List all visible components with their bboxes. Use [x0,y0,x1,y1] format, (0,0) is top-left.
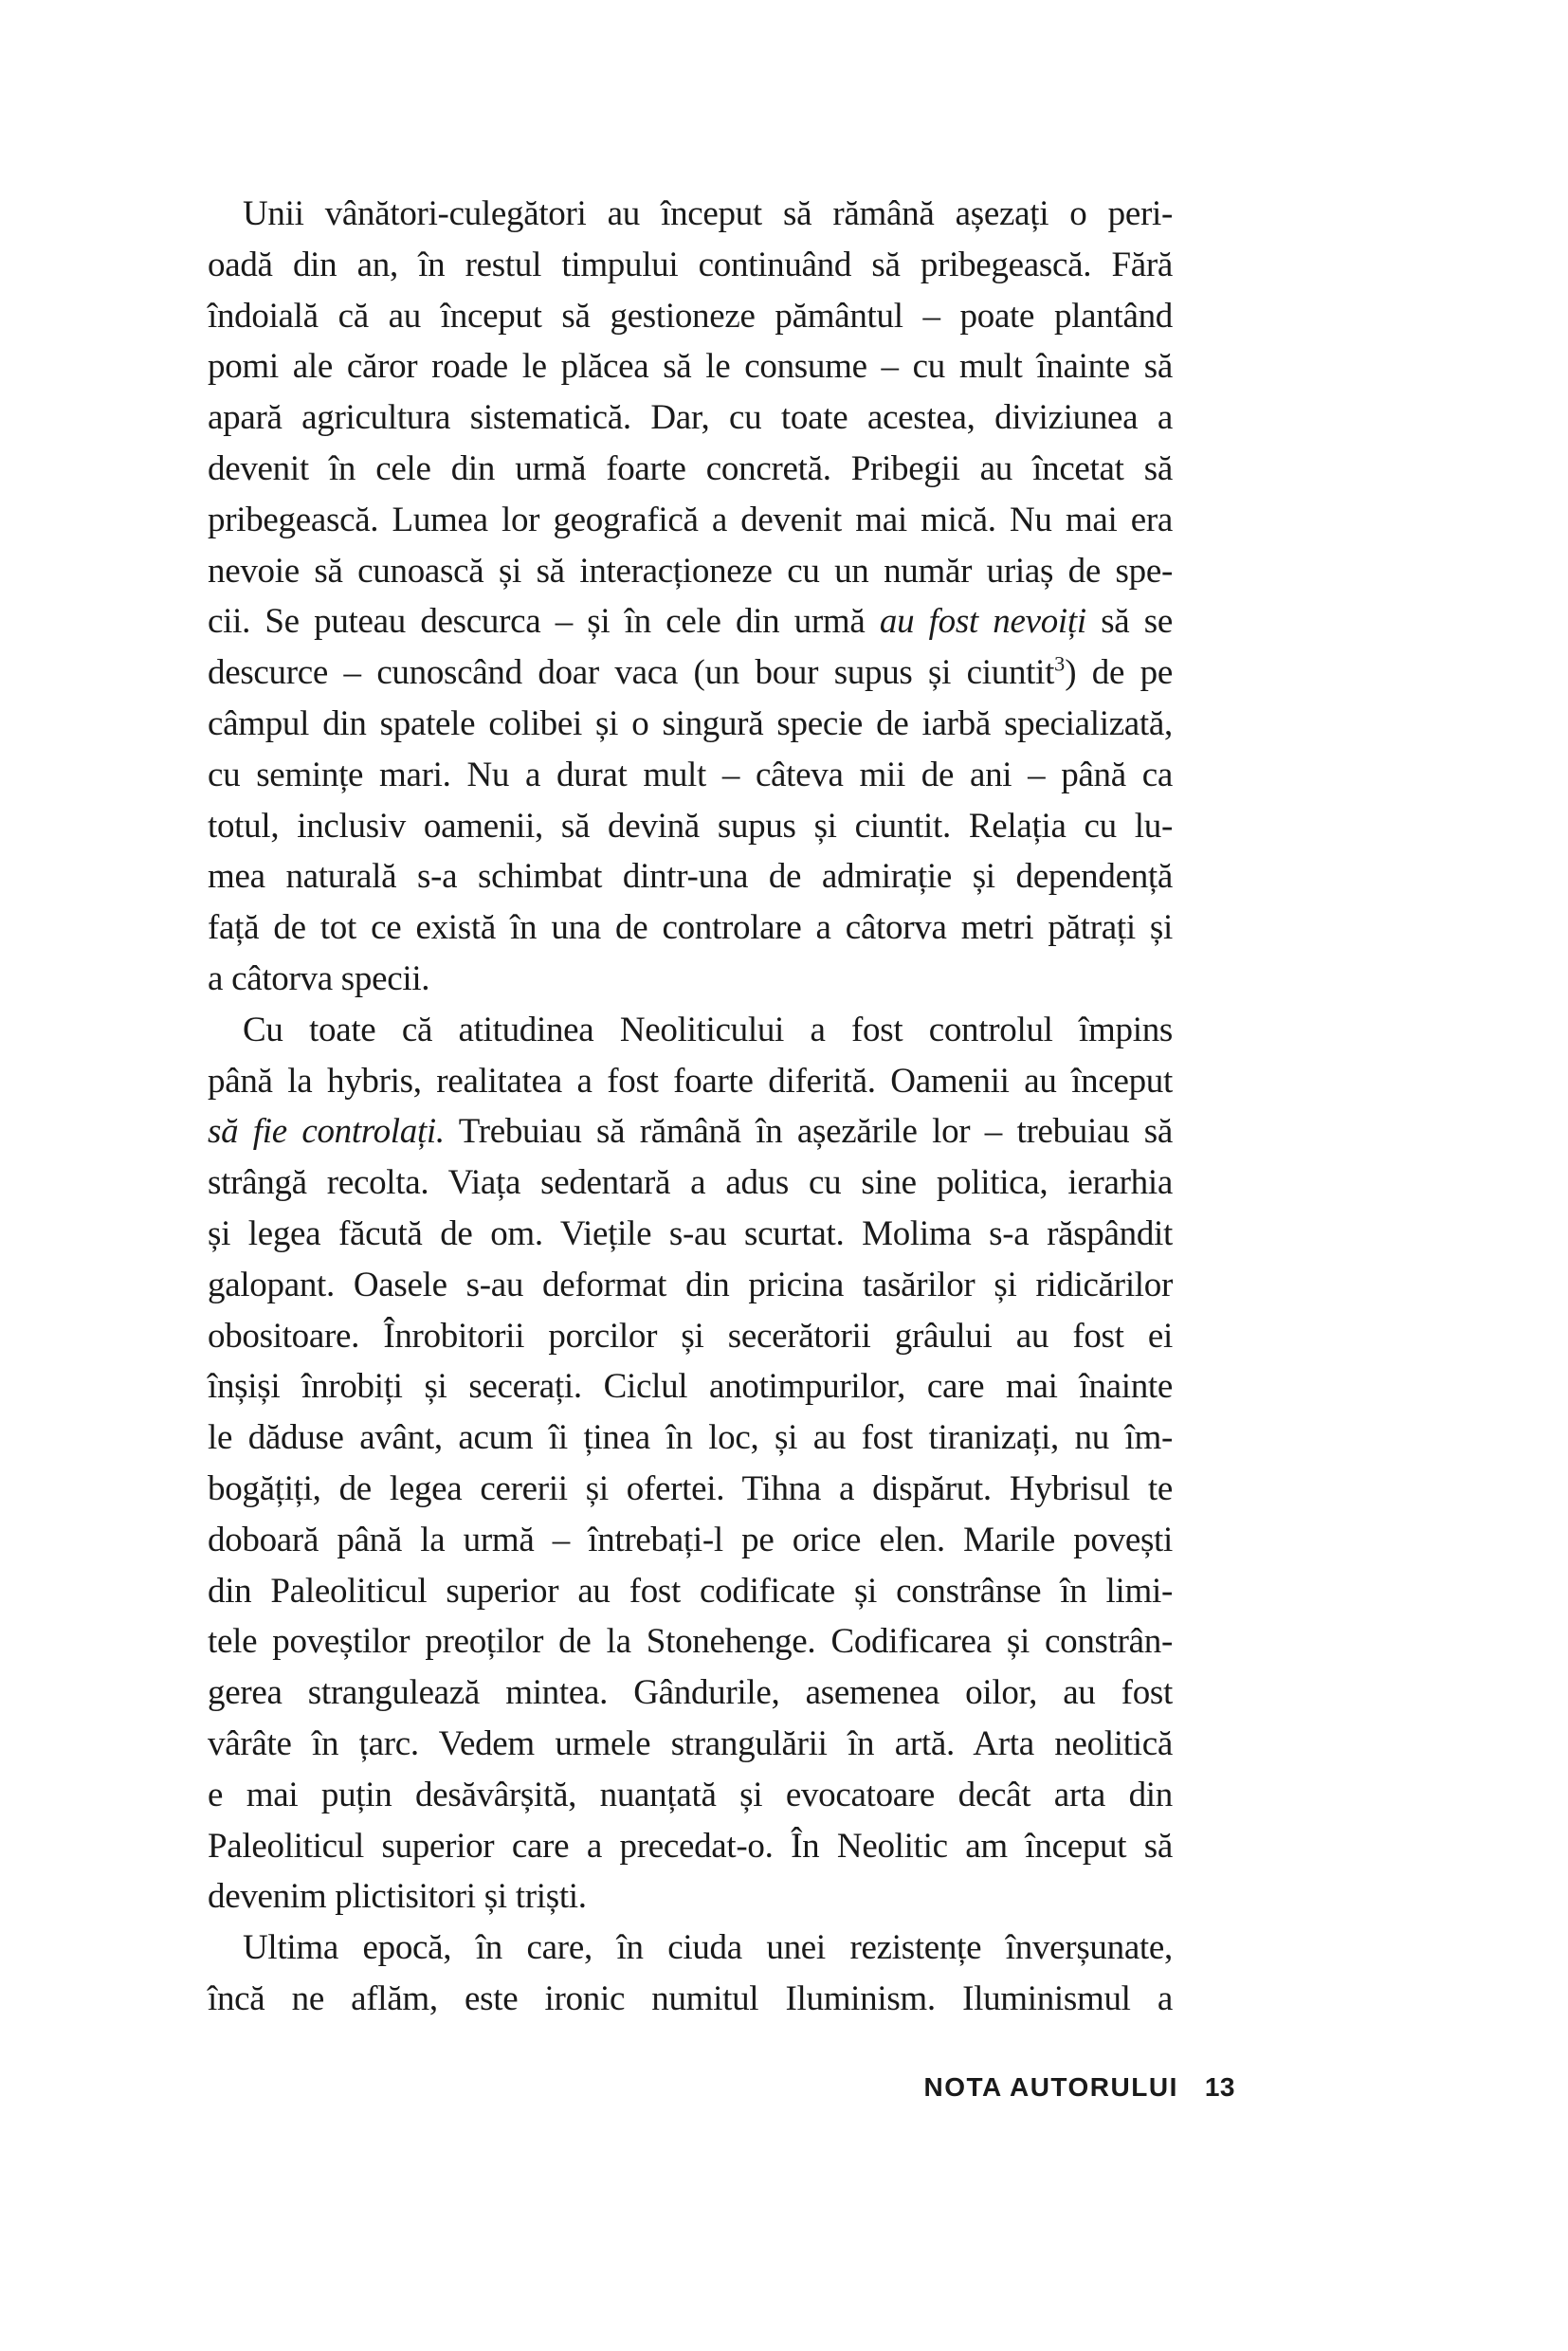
text-line [208,1412,1173,1464]
text-line [208,1056,1173,1107]
text-line [208,902,1173,954]
text-segment: încă ne aflăm, este ironic numitul Iluminism. Iluminismul a [208,1978,1173,2018]
text-line [208,801,1173,852]
text-line [208,647,1173,699]
text-line [208,1770,1173,1821]
text-segment: pomi ale căror roade le plăcea să le consume – cu mult înainte să [208,347,1173,387]
text-segment: pribegească. Lumea lor geografică a devenit mai mică. Nu mai era [208,500,1173,539]
text-line [208,546,1173,597]
text-segment: să fie controlați. [208,1112,445,1152]
text-segment: Unii vânători-culegători au început să rămână așezați o peri- [243,194,1173,233]
text-line [208,1871,1173,1923]
text-line [208,291,1173,342]
text-segment: totul, inclusiv oamenii, să devină supus și ciuntit. Relația cu lu- [208,806,1173,846]
text-segment: ) de pe [1065,653,1173,693]
text-segment: și legea făcută de om. Viețile s-au scurtat. Molima s-a răspândit [208,1213,1173,1253]
text-segment: devenit în cele din urmă foarte concretă. Pribegii au încetat să [208,448,1173,488]
text-line [208,392,1173,444]
text-line [208,1311,1173,1362]
text-segment: a câtorva specii. [208,958,430,998]
text-line [208,1974,1173,2025]
page-footer [924,2072,1235,2103]
text-segment: înșiși înrobiți și secerați. Ciclul anotimpurilor, care mai înainte [208,1367,1173,1407]
text-segment: cu semințe mari. Nu a durat mult – câteva mii de ani – până ca [208,755,1173,794]
text-line [208,1464,1173,1515]
paragraph [208,189,1173,1005]
text-line [208,189,1173,240]
text-segment: nevoie să cunoască și să interacționeze cu un număr uriaș de spe- [208,551,1173,591]
text-segment: să se [1085,602,1174,642]
text-segment: față de tot ce există în una de controlare a câtorva metri pătrați și [208,908,1173,948]
text-segment: mea naturală s-a schimbat dintr-una de admirație și dependență [208,857,1173,897]
text-line [208,1005,1173,1056]
text-segment: oadă din an, în restul timpului continuând să pribegească. Fără [208,245,1173,284]
text-line [208,954,1173,1005]
text-segment: Ultima epocă, în care, în ciuda unei rezistențe înverșunate, [243,1928,1173,1968]
text-line [208,1566,1173,1617]
text-line [208,596,1173,647]
text-segment: cii. Se puteau descurca – și în cele din urmă [208,602,880,642]
text-segment: strângă recolta. Viața sedentară a adus cu sine politica, ierarhia [208,1163,1173,1203]
text-line [208,1515,1173,1566]
text-segment: doboară până la urmă – întrebați-l pe orice elen. Marile povești [208,1520,1173,1559]
text-segment: e mai puțin desăvârșită, nuanțată și evocatoare decât arta din [208,1775,1173,1814]
text-line [208,1361,1173,1412]
text-line [208,1821,1173,1872]
text-segment: Cu toate că atitudinea Neoliticului a fost controlul împins [243,1010,1173,1049]
text-line [208,1616,1173,1668]
text-segment: Paleoliticul superior care a precedat-o. În Neolitic am început să [208,1826,1173,1866]
text-line [208,1923,1173,1974]
text-line [208,1157,1173,1209]
text-segment: le dăduse avânt, acum îi ținea în loc, și au fost tiranizați, nu îm- [208,1418,1173,1458]
text-line [208,1668,1173,1719]
text-line [208,1719,1173,1770]
text-line [208,750,1173,801]
text-segment: îndoială că au început să gestioneze pământul – poate plantând [208,296,1173,336]
text-segment: obositoare. Înrobitorii porcilor și secerătorii grâului au fost ei [208,1316,1173,1356]
body-text [208,189,1173,2025]
text-segment: apară agricultura sistematică. Dar, cu toate acestea, diviziunea a [208,398,1173,438]
text-segment: galopant. Oasele s-au deformat din pricina tasărilor și ridicărilor [208,1265,1173,1304]
text-segment: au fost nevoiți [879,602,1086,642]
text-line [208,699,1173,750]
text-segment: până la hybris, realitatea a fost foarte diferită. Oamenii au început [208,1061,1173,1101]
text-line [208,1209,1173,1260]
text-segment: devenim plictisitori și triști. [208,1877,587,1917]
footnote-marker: 3 [1054,651,1066,676]
paragraph [208,1923,1173,2025]
text-segment: bogățiți, de legea cererii și ofertei. Tihna a dispărut. Hybrisul te [208,1468,1173,1508]
text-segment: din Paleoliticul superior au fost codificate și constrânse în limi- [208,1571,1173,1611]
text-segment: Trebuiau să rămână în așezările lor – trebuiau să [444,1112,1173,1152]
text-segment: tele poveștilor preoților de la Stonehenge. Codificarea și constrân- [208,1622,1173,1662]
text-segment: câmpul din spatele colibei și o singură specie de iarbă specializată, [208,703,1173,743]
text-line [208,1260,1173,1311]
text-line [208,341,1173,392]
text-line [208,240,1173,291]
paragraph [208,1005,1173,1923]
text-segment: descurce – cunoscând doar vaca (un bour supus și ciuntit [208,653,1055,693]
text-line [208,444,1173,495]
text-line [208,1106,1173,1157]
footer-section-label: NOTA AUTORULUI [923,2072,1178,2102]
text-line [208,851,1173,902]
text-line [208,495,1173,546]
page-number: 13 [1204,2072,1235,2102]
text-segment: gerea strangulează mintea. Gândurile, asemenea oilor, au fost [208,1673,1173,1713]
text-segment: vârâte în țarc. Vedem urmele strangulării în artă. Arta neolitică [208,1723,1173,1763]
